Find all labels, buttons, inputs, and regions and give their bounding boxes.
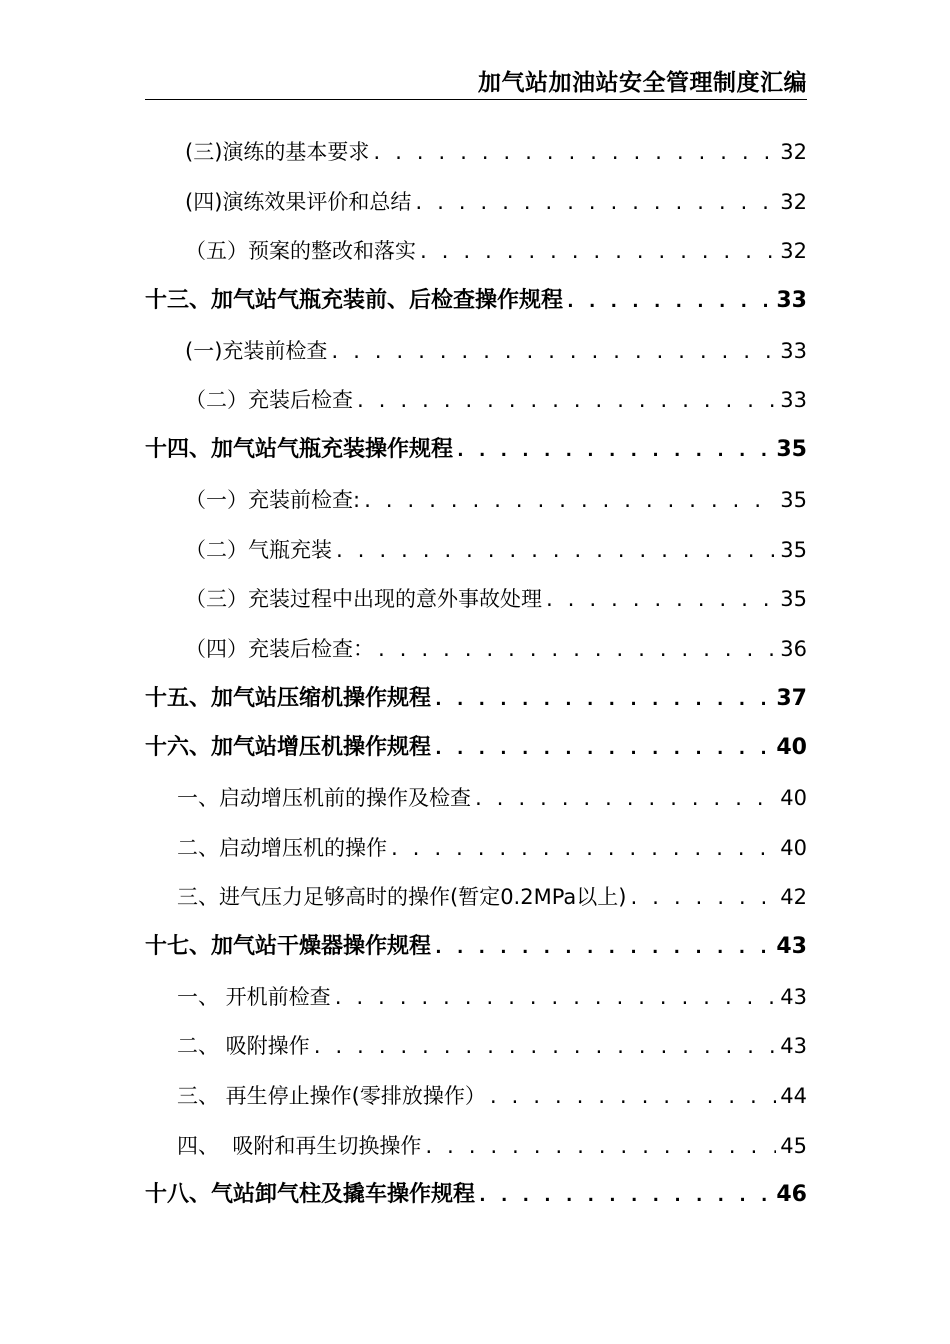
- toc-page-number: 37: [776, 685, 807, 711]
- toc-entry-title: 十三、加气站气瓶充装前、后检查操作规程: [145, 288, 564, 314]
- toc-dot-leader: [471, 780, 776, 820]
- toc-dot-leader: [453, 431, 772, 471]
- toc-page-number: 45: [780, 1133, 807, 1158]
- toc-page-number: 46: [776, 1182, 807, 1208]
- toc-dot-leader: [431, 680, 772, 720]
- toc-entry-title: 三、 再生停止操作(零排放操作）: [177, 1084, 486, 1109]
- toc-dot-leader: [369, 134, 776, 174]
- toc-entry[interactable]: [145, 877, 807, 927]
- toc-entry-title: (四)演练效果评价和总结: [185, 189, 412, 214]
- toc-entry-title: 十八、气站卸气柱及撬车操作规程: [145, 1182, 476, 1208]
- toc-entry[interactable]: [145, 1126, 807, 1176]
- toc-dot-leader: [360, 482, 776, 522]
- toc-page-number: 35: [780, 487, 807, 512]
- toc-entry[interactable]: [145, 480, 807, 530]
- toc-entry[interactable]: [145, 977, 807, 1027]
- toc-entry[interactable]: [145, 182, 807, 232]
- toc-dot-leader: [353, 382, 776, 422]
- toc-entry-title: （四）充装后检查：: [185, 636, 374, 661]
- toc-entry[interactable]: [145, 530, 807, 580]
- toc-dot-leader: [542, 581, 776, 621]
- table-of-contents: [145, 132, 807, 1225]
- toc-dot-leader: [374, 631, 776, 671]
- toc-entry[interactable]: [145, 629, 807, 679]
- toc-page-number: 35: [780, 537, 807, 562]
- toc-entry[interactable]: [145, 1175, 807, 1225]
- toc-entry[interactable]: [145, 1026, 807, 1076]
- toc-page-number: 32: [780, 189, 807, 214]
- toc-entry[interactable]: [145, 579, 807, 629]
- toc-entry[interactable]: [145, 430, 807, 480]
- toc-dot-leader: [627, 879, 777, 919]
- toc-entry-title: 二、启动增压机的操作: [177, 835, 387, 860]
- toc-dot-leader: [327, 333, 776, 373]
- toc-page-number: 36: [780, 636, 807, 661]
- toc-entry-title: （一）充装前检查:: [185, 487, 361, 512]
- toc-entry-title: （二）气瓶充装: [185, 537, 332, 562]
- toc-entry-title: 一、 开机前检查: [177, 984, 331, 1009]
- toc-entry-title: 十六、加气站增压机操作规程: [145, 735, 432, 761]
- toc-page-number: 33: [780, 388, 807, 413]
- toc-dot-leader: [310, 1028, 777, 1068]
- toc-dot-leader: [332, 532, 776, 572]
- toc-entry-title: 十七、加气站干燥器操作规程: [145, 934, 432, 959]
- toc-page-number: 40: [780, 785, 807, 810]
- toc-dot-leader: [563, 282, 772, 322]
- toc-page-number: 43: [780, 984, 807, 1009]
- toc-entry[interactable]: [145, 231, 807, 281]
- toc-entry-title: 一、启动增压机前的操作及检查: [177, 785, 471, 810]
- toc-page-number: 33: [776, 288, 807, 314]
- toc-page-number: 35: [780, 587, 807, 612]
- toc-entry[interactable]: [145, 281, 807, 331]
- running-header-title: 加气站加油站安全管理制度汇编: [478, 70, 807, 96]
- toc-dot-leader: [475, 1176, 772, 1216]
- toc-dot-leader: [331, 979, 777, 1019]
- toc-page-number: 32: [780, 239, 807, 264]
- toc-entry[interactable]: [145, 778, 807, 828]
- toc-entry-title: 三、进气压力足够高时的操作(暂定0.2MPa以上): [177, 885, 627, 910]
- toc-entry-title: （二）充装后检查: [185, 388, 353, 413]
- toc-entry[interactable]: [145, 679, 807, 729]
- toc-entry[interactable]: [145, 1076, 807, 1126]
- toc-dot-leader: [431, 928, 772, 968]
- toc-dot-leader: [486, 1078, 776, 1118]
- toc-page-number: 33: [780, 338, 807, 363]
- toc-entry[interactable]: [145, 132, 807, 182]
- toc-dot-leader: [431, 729, 772, 769]
- toc-dot-leader: [416, 233, 776, 273]
- toc-entry-title: 十五、加气站压缩机操作规程: [145, 685, 432, 711]
- toc-entry[interactable]: [145, 828, 807, 878]
- header-rule: [145, 99, 807, 100]
- toc-page-number: 42: [780, 885, 807, 910]
- toc-entry-title: (一)充装前检查: [185, 338, 328, 363]
- toc-entry-title: 十四、加气站气瓶充装操作规程: [145, 437, 454, 463]
- toc-entry[interactable]: [145, 728, 807, 778]
- toc-entry[interactable]: [145, 331, 807, 381]
- toc-dot-leader: [411, 184, 776, 224]
- toc-entry-title: 四、 吸附和再生切换操作: [177, 1133, 422, 1158]
- toc-page-number: 40: [776, 735, 807, 761]
- toc-page-number: 32: [780, 140, 807, 164]
- toc-page-number: 35: [776, 437, 807, 463]
- toc-page-number: 40: [780, 835, 807, 860]
- toc-page-number: 44: [780, 1084, 807, 1109]
- toc-entry-title: （三）充装过程中出现的意外事故处理: [185, 587, 542, 612]
- toc-dot-leader: [421, 1128, 776, 1168]
- toc-page-number: 43: [780, 1034, 807, 1059]
- toc-entry-title: (三)演练的基本要求: [185, 140, 370, 164]
- toc-entry[interactable]: [145, 927, 807, 977]
- toc-entry-title: （五）预案的整改和落实: [185, 239, 416, 264]
- toc-page-number: 43: [776, 934, 807, 959]
- toc-dot-leader: [387, 830, 776, 870]
- toc-entry[interactable]: [145, 380, 807, 430]
- toc-entry-title: 二、 吸附操作: [177, 1034, 310, 1059]
